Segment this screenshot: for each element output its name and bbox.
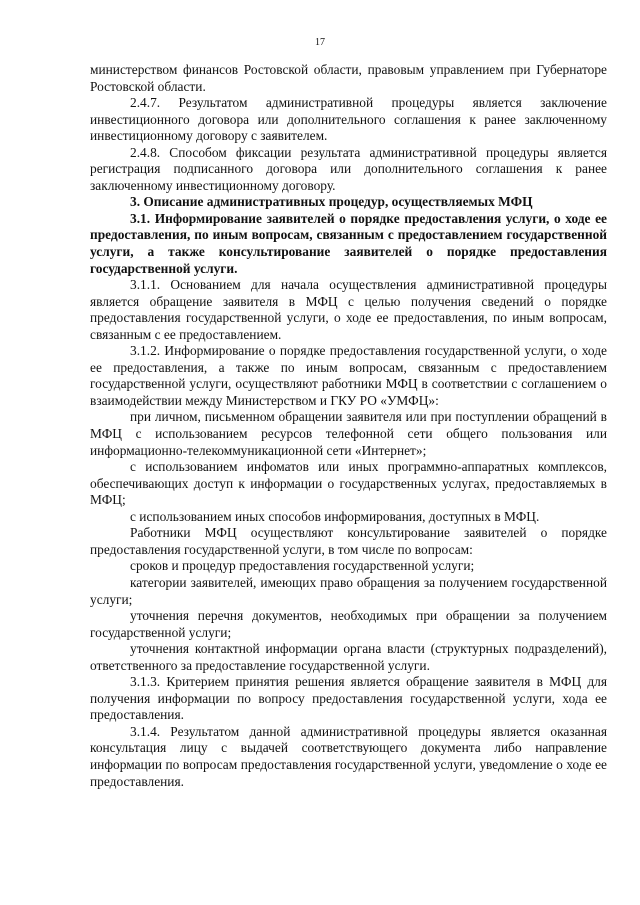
paragraph-2-4-7: 2.4.7. Результатом административной процедуры является заключение инвестиционного договора или дополнительного соглашения к ранее заключенному инвестиционному договору с заявителем. <box>90 95 607 144</box>
subsection-3-1-heading: 3.1. Информирование заявителей о порядке предоставления услуги, о ходе ее предоставления, по иным вопросам, связанным с предоставлением государственной услуги, а также консультирование заявителей о порядке предоставления государственной услуги. <box>90 210 607 276</box>
section-3-heading: 3. Описание административных процедур, осуществляемых МФЦ <box>130 194 533 210</box>
paragraph-3-1-4: 3.1.4. Результатом данной административной процедуры является оказанная консультация лицу с выдачей соответствующего документа либо направление информации по вопросам предоставления государственной услуги, уведомление о ходе ее предоставления. <box>90 723 607 789</box>
list-item-categories: категории заявителей, имеющих право обращения за получением государственной услуги; <box>90 574 607 607</box>
paragraph-3-1-3: 3.1.3. Критерием принятия решения является обращение заявителя в МФЦ для получения информации по вопросу предоставления государственной услуги, хода ее предоставления. <box>90 674 607 723</box>
list-item-documents: уточнения перечня документов, необходимых при обращении за получением государственной услуги; <box>90 608 607 640</box>
list-item-terms: сроков и процедур предоставления государственной услуги; <box>130 558 475 574</box>
list-item-personal-appeal: при личном, письменном обращении заявителя или при поступлении обращений в МФЦ с использованием ресурсов телефонной сети общего пользования или информационно-телекоммуникационной сети «Интернет»; <box>90 409 607 458</box>
paragraph-continuation: министерством финансов Ростовской области, правовым управлением при Губернаторе Ростовской области. <box>90 62 607 94</box>
list-item-infomats: с использованием инфоматов или иных программно-аппаратных комплексов, обеспечивающих доступ к информации о государственных услугах, предоставляемых в МФЦ; <box>90 459 607 508</box>
paragraph-3-1-1: 3.1.1. Основанием для начала осуществления административной процедуры является обращение заявителя в МФЦ с целью получения сведений о порядке предоставления государственной услуги, о ходе ее предоставления, по иным вопросам, связанным с ее предоставлением. <box>90 277 607 342</box>
document-body <box>90 62 607 790</box>
paragraph-2-4-8: 2.4.8. Способом фиксации результата административной процедуры является регистрация подписанного договора или дополнительного соглашения к ранее заключенному инвестиционному договору. <box>90 144 607 193</box>
list-item-contacts: уточнения контактной информации органа власти (структурных подразделений), ответственного за предоставление государственной услуги. <box>90 641 607 673</box>
list-item-other-methods: с использованием иных способов информирования, доступных в МФЦ. <box>130 508 540 524</box>
paragraph-consulting: Работники МФЦ осуществляют консультирование заявителей о порядке предоставления государственной услуги, в том числе по вопросам: <box>90 525 607 557</box>
paragraph-3-1-2: 3.1.2. Информирование о порядке предоставления государственной услуги, о ходе ее предоставления, а также по иным вопросам, связанным с предоставлением государственной услуги, осуществляют работники МФЦ в соответствии с соглашением о взаимодействии между Министерством и ГКУ РО «УМФЦ»: <box>90 343 607 408</box>
page-number: 17 <box>315 37 325 48</box>
